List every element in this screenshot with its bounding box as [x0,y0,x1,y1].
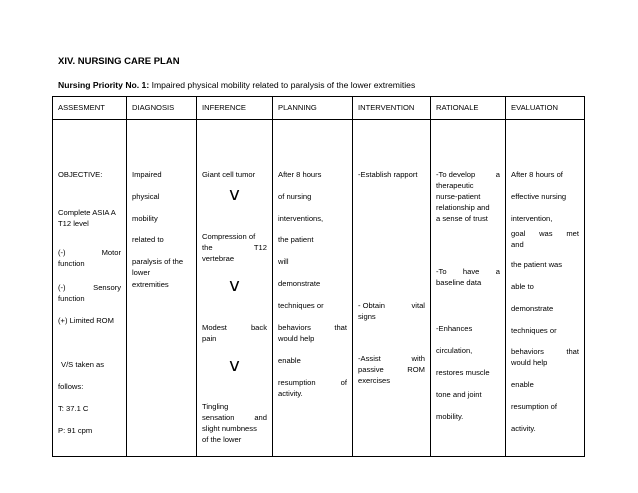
evaluation-line: demonstrate [511,304,554,313]
assessment-line: (-) Motor [58,248,121,257]
inference-line: sensation and [202,413,267,422]
col-assessment: ASSESMENT [53,97,127,120]
col-rationale: RATIONALE [431,97,506,120]
diagnosis-line: physical [132,192,160,201]
col-diagnosis: DIAGNOSIS [127,97,197,120]
intervention-cell [353,120,431,457]
planning-cell [273,120,353,457]
down-arrow-icon: v [229,275,240,296]
diagnosis-line: related to [132,235,164,244]
planning-line: of nursing [278,192,312,201]
priority-text: Impaired physical mobility related to paralysis of the lower extremities [149,80,416,90]
evaluation-line: effective nursing [511,192,567,201]
evaluation-line: the patient was [511,260,563,269]
inference-line: pain [202,334,217,343]
assessment-line: function [58,259,85,268]
down-arrow-icon: v [229,355,240,376]
rationale-line: a sense of trust [436,214,488,223]
assessment-line: Complete ASIA A [58,208,116,217]
diagnosis-line: mobility [132,214,158,223]
evaluation-cell [506,120,585,457]
planning-line: resumption of [278,378,347,387]
rationale-line: restores muscle [436,368,490,377]
care-plan-table [52,96,585,457]
inference-line: of the lower [202,435,242,444]
header-row [53,97,585,120]
evaluation-line: would help [511,358,548,367]
down-arrow-icon: v [229,184,240,205]
intervention-line: signs [358,312,376,321]
rationale-line: baseline data [436,278,482,287]
evaluation-line: activity. [511,424,536,433]
assessment-line: T12 level [58,219,89,228]
planning-line: activity. [278,389,303,398]
planning-line: demonstrate [278,279,321,288]
page-heading: XIV. NURSING CARE PLAN [58,56,180,67]
nursing-priority [58,80,415,90]
assessment-line: follows: [58,382,84,391]
rationale-line: therapeutic [436,181,474,190]
col-planning: PLANNING [273,97,353,120]
planning-line: behaviors that [278,323,347,332]
evaluation-line: enable [511,380,534,389]
diagnosis-line: lower [132,268,151,277]
diagnosis-line: extremities [132,280,169,289]
evaluation-line: and [511,240,524,249]
rationale-line: tone and joint [436,390,482,399]
assessment-line: V/S taken as [61,360,105,369]
rationale-line: nurse-patient [436,192,481,201]
diagnosis-line: Impaired [132,170,162,179]
inference-line: Modest back [202,323,267,332]
rationale-line: circulation, [436,346,473,355]
diagnosis-line: paralysis of the [132,257,184,266]
inference-line: Tingling [202,402,229,411]
assessment-line: OBJECTIVE: [58,170,103,179]
priority-label: Nursing Priority No. 1: [58,80,150,90]
intervention-line: -Establish rapport [358,170,418,179]
evaluation-line: able to [511,282,534,291]
rationale-line: -Enhances [436,324,473,333]
evaluation-line: After 8 hours of [511,170,563,179]
planning-line: techniques or [278,301,324,310]
intervention-line: - Obtain vital [358,301,425,310]
rationale-cell [431,120,506,457]
table-row [53,120,585,457]
intervention-line: exercises [358,376,391,385]
rationale-line: relationship and [436,203,490,212]
evaluation-line: intervention, [511,214,553,223]
inference-cell [197,120,273,457]
evaluation-line: goal was met [511,229,579,238]
intervention-line: -Assist with [358,354,425,363]
planning-line: the patient [278,235,314,244]
inference-line: Giant cell tumor [202,170,256,179]
planning-line: enable [278,356,301,365]
evaluation-line: resumption of [511,402,558,411]
planning-line: will [278,257,289,266]
assessment-line: function [58,294,85,303]
assessment-line: (-) Sensory [58,283,121,292]
evaluation-line: behaviors that [511,347,579,356]
planning-line: would help [278,334,315,343]
rationale-line: -To develop a [436,170,500,179]
assessment-line: P: 91 cpm [58,426,93,435]
col-intervention: INTERVENTION [353,97,431,120]
evaluation-line: techniques or [511,326,557,335]
inference-line: vertebrae [202,254,235,263]
assessment-line: T: 37.1 C [58,404,89,413]
planning-line: After 8 hours [278,170,322,179]
assessment-line: (+) Limited ROM [58,316,114,325]
diagnosis-cell [127,120,197,457]
intervention-line: passive ROM [358,365,425,374]
inference-line: Compression of [202,232,256,241]
planning-line: interventions, [278,214,324,223]
assessment-cell [53,120,127,457]
inference-line: the T12 [202,243,267,252]
rationale-line: mobility. [436,412,464,421]
col-inference: INFERENCE [197,97,273,120]
col-evaluation: EVALUATION [506,97,585,120]
inference-line: slight numbness [202,424,257,433]
rationale-line: -To have a [436,267,500,276]
